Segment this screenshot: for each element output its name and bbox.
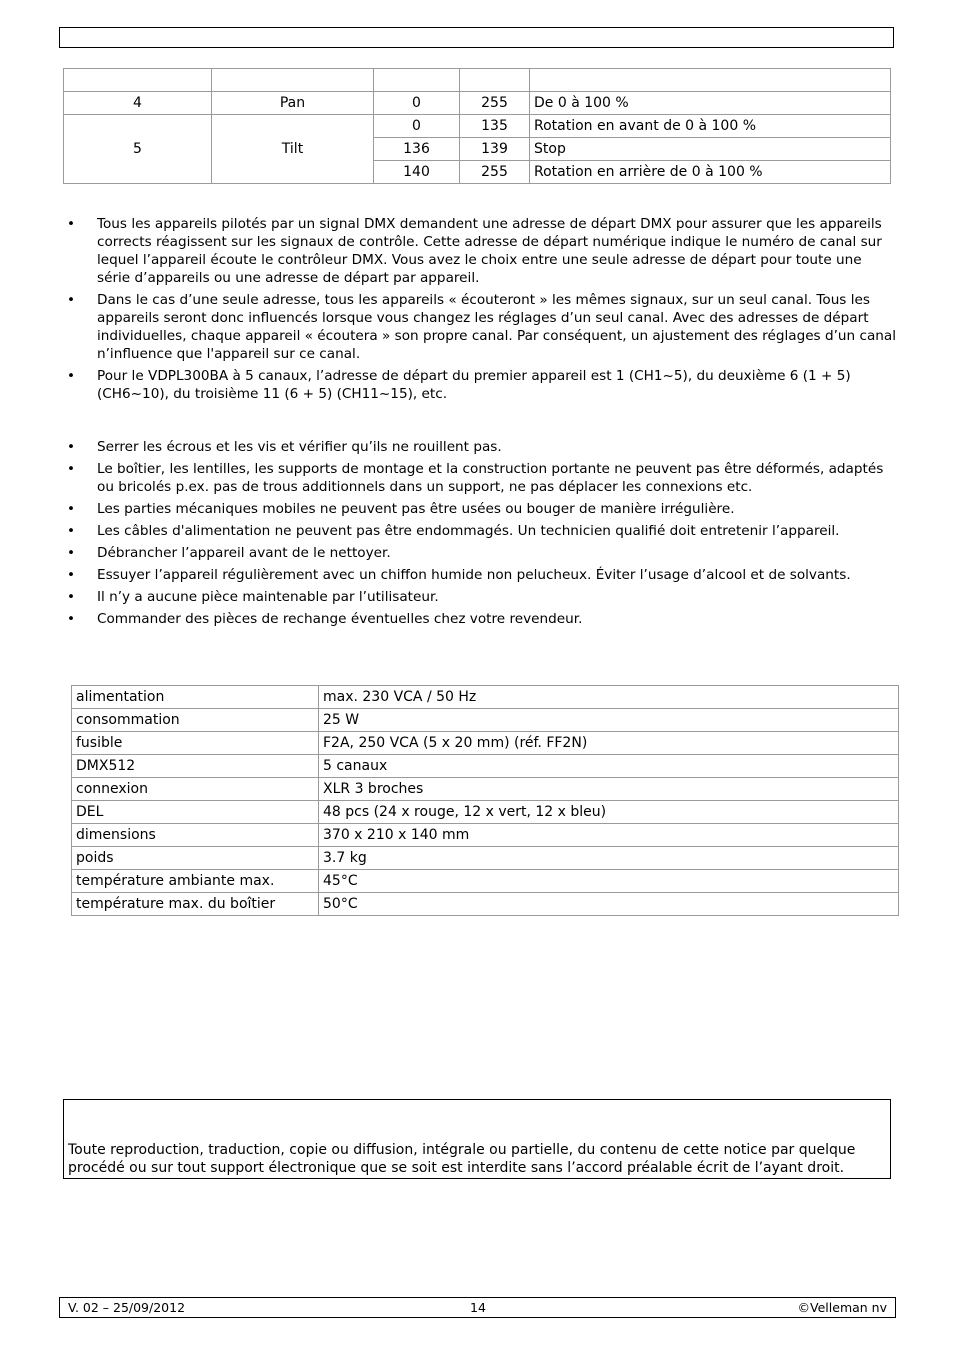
page-header-box [59, 27, 894, 48]
list-item [67, 500, 897, 518]
table-row [72, 778, 899, 801]
description-cell: De 0 à 100 % [530, 92, 891, 115]
range-to-cell: 139 [460, 138, 530, 161]
spec-label: alimentation [72, 686, 319, 709]
footer-brand: ©Velleman nv [797, 1300, 887, 1315]
table-cell [460, 69, 530, 92]
bullet-glyph: • [67, 439, 76, 455]
bullet-glyph: • [67, 567, 76, 583]
spec-value: 5 canaux [319, 755, 899, 778]
bullet-glyph: • [67, 216, 76, 232]
function-cell: Tilt [212, 115, 374, 184]
table-row [72, 847, 899, 870]
bullet-glyph: • [67, 611, 76, 627]
list-item-text: Il n’y a aucune pièce maintenable par l’utilisateur. [97, 589, 439, 605]
spec-value: XLR 3 broches [319, 778, 899, 801]
table-row [72, 824, 899, 847]
spec-value: F2A, 250 VCA (5 x 20 mm) (réf. FF2N) [319, 732, 899, 755]
page-footer [59, 1297, 896, 1318]
list-item [67, 544, 897, 562]
spec-label: consommation [72, 709, 319, 732]
spec-label: DMX512 [72, 755, 319, 778]
table-row [72, 755, 899, 778]
spec-value: 50°C [319, 893, 899, 916]
list-item-text: Essuyer l’appareil régulièrement avec un chiffon humide non pelucheux. Éviter l’usage d’alcool et de solvants. [97, 567, 851, 583]
list-item [67, 522, 897, 540]
list-item-text: Le boîtier, les lentilles, les supports de montage et la construction portante ne peuvent pas être déformés, adaptés ou bricolés p.ex. pas de trous additionnels dans un support, ne pas déplacer les connexions etc. [97, 461, 884, 495]
list-item-text: Tous les appareils pilotés par un signal DMX demandent une adresse de départ DMX pour assurer que les appareils corrects réagissent sur les signaux de contrôle. Cette adresse de départ numérique indique le numéro de canal sur lequel l’appareil écoute le contrôleur DMX. Vous avez le choix entre une seule adresse de départ pour toute une série d’appareils ou une adresse de départ par appareil. [97, 216, 882, 286]
bullet-glyph: • [67, 461, 76, 477]
table-cell [374, 69, 460, 92]
list-item [67, 588, 897, 606]
bullet-glyph: • [67, 368, 76, 384]
table-row [64, 92, 891, 115]
spec-value: 3.7 kg [319, 847, 899, 870]
spec-label: connexion [72, 778, 319, 801]
list-item [67, 566, 897, 584]
spec-label: température ambiante max. [72, 870, 319, 893]
spec-label: poids [72, 847, 319, 870]
list-item-text: Pour le VDPL300BA à 5 canaux, l’adresse de départ du premier appareil est 1 (CH1~5), du deuxième 6 (1 + 5) (CH6~10), du troisième 11 (6 + 5) (CH11~15), etc. [97, 368, 851, 402]
range-from-cell: 136 [374, 138, 460, 161]
table-cell [212, 69, 374, 92]
range-to-cell: 255 [460, 161, 530, 184]
spec-value: max. 230 VCA / 50 Hz [319, 686, 899, 709]
channel-cell: 5 [64, 115, 212, 184]
description-cell: Rotation en arrière de 0 à 100 % [530, 161, 891, 184]
table-row [72, 870, 899, 893]
function-cell: Pan [212, 92, 374, 115]
list-item [67, 367, 897, 403]
specifications-table [71, 685, 899, 916]
range-to-cell: 135 [460, 115, 530, 138]
table-row [72, 893, 899, 916]
range-to-cell: 255 [460, 92, 530, 115]
list-item-text: Serrer les écrous et les vis et vérifier qu’ils ne rouillent pas. [97, 439, 502, 455]
description-cell: Stop [530, 138, 891, 161]
dmx-channel-table [63, 68, 891, 184]
spec-value: 25 W [319, 709, 899, 732]
dmx-address-bullet-list [67, 215, 897, 407]
list-item [67, 438, 897, 456]
table-row [64, 115, 891, 138]
range-from-cell: 0 [374, 115, 460, 138]
range-from-cell: 140 [374, 161, 460, 184]
bullet-glyph: • [67, 545, 76, 561]
list-item [67, 291, 897, 363]
table-row [72, 709, 899, 732]
table-row [72, 686, 899, 709]
table-row [72, 732, 899, 755]
bullet-glyph: • [67, 501, 76, 517]
table-header-row [64, 69, 891, 92]
list-item-text: Dans le cas d’une seule adresse, tous les appareils « écouteront » les mêmes signaux, sur un seul canal. Tous les appareils seront donc influencés lorsque vous changez les réglages d’un seul canal. Avec des adresses de départ individuelles, chaque appareil « écoutera » son propre canal. Par conséquent, un ajustement des réglages d’un canal n’influence que l'appareil sur ce canal. [97, 292, 896, 362]
list-item [67, 610, 897, 628]
list-item-text: Les parties mécaniques mobiles ne peuvent pas être usées ou bouger de manière irrégulière. [97, 501, 735, 517]
list-item [67, 460, 897, 496]
table-row [72, 801, 899, 824]
spec-label: dimensions [72, 824, 319, 847]
spec-value: 370 x 210 x 140 mm [319, 824, 899, 847]
list-item [67, 215, 897, 287]
bullet-glyph: • [67, 292, 76, 308]
list-item-text: Commander des pièces de rechange éventuelles chez votre revendeur. [97, 611, 583, 627]
range-from-cell: 0 [374, 92, 460, 115]
copyright-notice-box [63, 1099, 891, 1179]
footer-page-number: 14 [470, 1300, 486, 1315]
list-item-text: Les câbles d'alimentation ne peuvent pas être endommagés. Un technicien qualifié doit entretenir l’appareil. [97, 523, 840, 539]
list-item-text: Débrancher l’appareil avant de le nettoyer. [97, 545, 391, 561]
spec-label: température max. du boîtier [72, 893, 319, 916]
spec-value: 48 pcs (24 x rouge, 12 x vert, 12 x bleu) [319, 801, 899, 824]
spec-value: 45°C [319, 870, 899, 893]
bullet-glyph: • [67, 589, 76, 605]
maintenance-bullet-list [67, 438, 897, 632]
footer-version: V. 02 – 25/09/2012 [68, 1300, 186, 1315]
table-cell [64, 69, 212, 92]
copyright-notice-text: Toute reproduction, traduction, copie ou diffusion, intégrale ou partielle, du contenu de cette notice par quelque procédé ou sur tout support électronique que se soit est interdite sans l’accord préalable écrit de l’ayant droit. [68, 1142, 856, 1176]
spec-label: fusible [72, 732, 319, 755]
table-cell [530, 69, 891, 92]
description-cell: Rotation en avant de 0 à 100 % [530, 115, 891, 138]
channel-cell: 4 [64, 92, 212, 115]
bullet-glyph: • [67, 523, 76, 539]
spec-label: DEL [72, 801, 319, 824]
